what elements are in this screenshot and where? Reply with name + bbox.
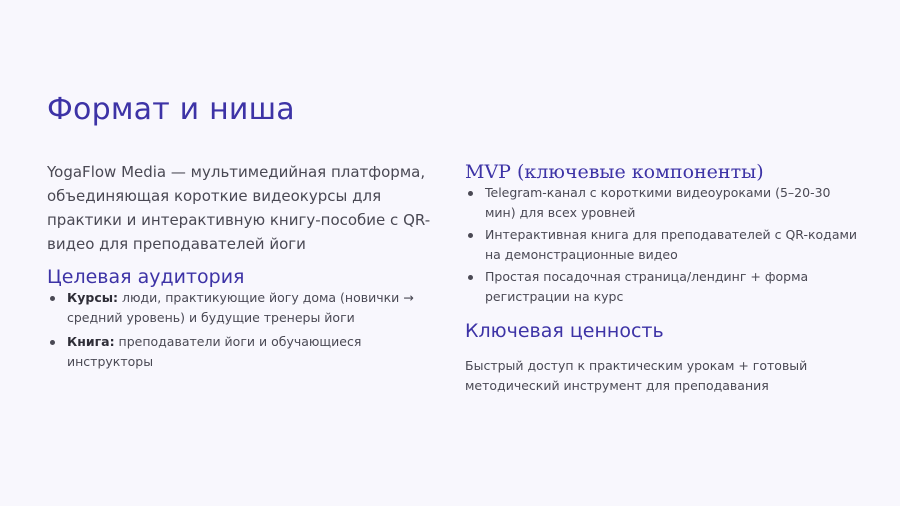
audience-item-courses [47, 288, 447, 327]
right-column [465, 160, 860, 395]
mvp-item: Простая посадочная страница/лендинг + форма регистрации на курс [465, 267, 860, 306]
audience-heading: Целевая аудитория [47, 266, 245, 288]
audience-item-label: Курсы: [67, 290, 119, 305]
audience-item-text: люди, практикующие йогу дома (новички → средний уровень) и будущие тренеры йоги [67, 290, 414, 325]
audience-item-label: Книга: [67, 334, 115, 349]
mvp-heading: MVP (ключевые компоненты) [465, 161, 764, 183]
value-heading: Ключевая ценность [465, 320, 664, 342]
left-column [47, 160, 447, 371]
mvp-list [465, 183, 860, 306]
audience-item-book [47, 332, 447, 371]
mvp-item: Интерактивная книга для преподавателей с QR-кодами на демонстрационные видео [465, 225, 860, 264]
audience-item-text: преподаватели йоги и обучающиеся инструкторы [67, 334, 362, 369]
slide-title: Формат и ниша [47, 92, 295, 127]
mvp-item: Telegram-канал с короткими видеоуроками (5–20-30 мин) для всех уровней [465, 183, 860, 222]
value-text: Быстрый доступ к практическим урокам + готовый методический инструмент для преподавания [465, 358, 808, 393]
intro-text: YogaFlow Media — мультимедийная платформа, объединяющая короткие видеокурсы для практики и интерактивную книгу-пособие с QR-видео для преподавателей йоги [47, 163, 431, 253]
audience-list [47, 288, 447, 371]
